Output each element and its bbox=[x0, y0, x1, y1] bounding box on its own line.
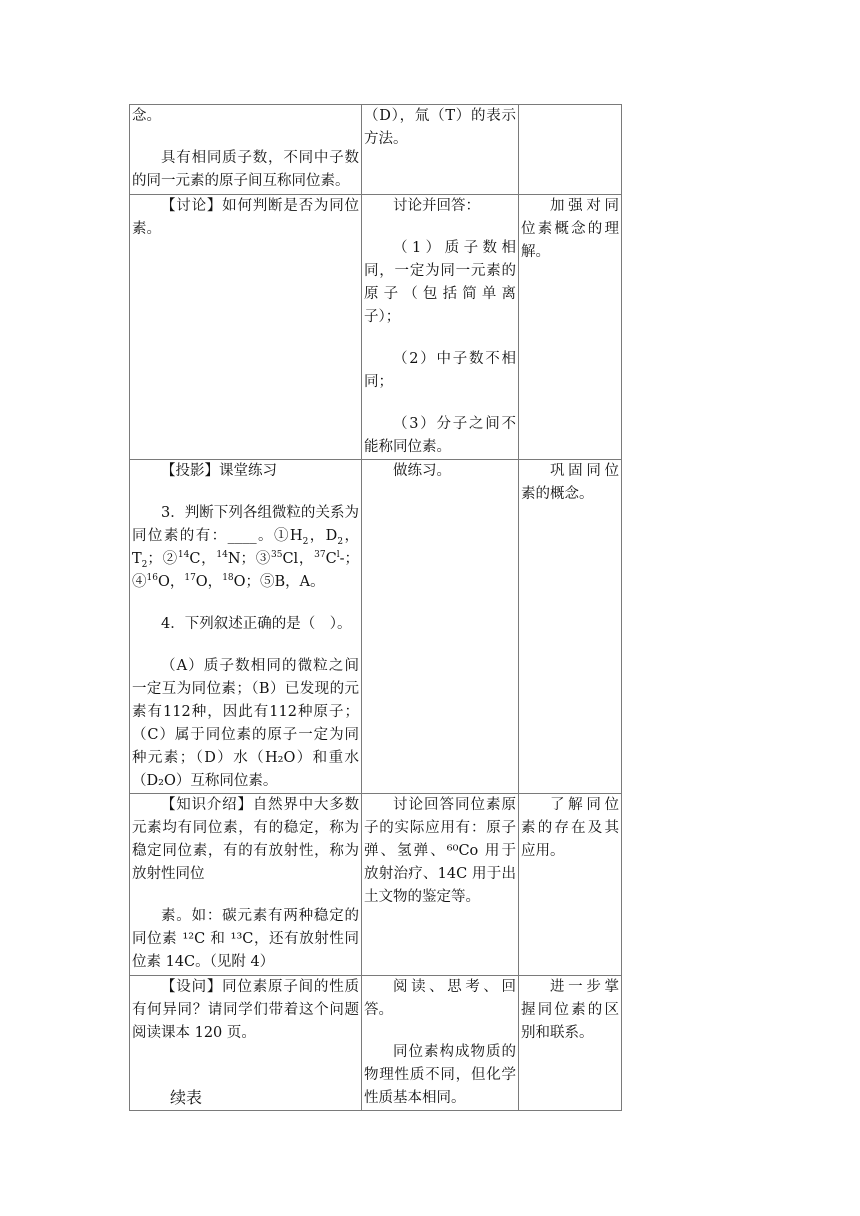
text-paragraph: 同位素构成物质的物理性质不同，但化学性质基本相同。 bbox=[364, 1044, 516, 1106]
text-paragraph: 【投影】课堂练习 bbox=[161, 463, 277, 479]
text-paragraph: 做练习。 bbox=[393, 463, 451, 479]
exercise-4-options: （A）质子数相同的微粒之间一定互为同位素；（B）已发现的元素有112种，因此有112种原子；（C）属于同位素的原子一定为同种元素；（D）水（H₂O）和重水（D₂O）互称同位素。 bbox=[132, 658, 359, 789]
text-line: 念。 bbox=[132, 108, 161, 124]
text-paragraph: 加强对同位素概念的理解。 bbox=[521, 198, 619, 260]
text-paragraph: 具有相同质子数，不同中子数的同一元素的原子间互称同位素。 bbox=[132, 150, 359, 189]
text-paragraph: （1）质子数相同，一定为同一元素的原子（包括简单离子）； bbox=[364, 240, 516, 325]
text-paragraph: 【设问】同位素原子间的性质有何异同？请同学们带着这个问题阅读课本 120 页。 bbox=[132, 979, 359, 1041]
text-paragraph: 【知识介绍】自然界中大多数元素均有同位素，有的稳定，称为稳定同位素，有的有放射性，称为放射性同位 bbox=[132, 797, 359, 882]
teacher-cell bbox=[130, 794, 362, 976]
student-cell bbox=[362, 105, 519, 195]
teacher-cell bbox=[130, 976, 362, 1111]
student-cell bbox=[362, 195, 519, 460]
intent-cell bbox=[519, 195, 622, 460]
text-paragraph: 巩固同位素的概念。 bbox=[521, 463, 619, 502]
student-cell bbox=[362, 976, 519, 1111]
lesson-table bbox=[129, 104, 622, 1111]
text-paragraph: （D），氚（T）的表示方法。 bbox=[364, 108, 516, 147]
continued-table-label: 续表 bbox=[170, 1088, 203, 1107]
table-row bbox=[130, 460, 622, 794]
text-paragraph: 素。如：碳元素有两种稳定的同位素 ¹²C 和 ¹³C，还有放射性同位素 14C。（见附 4） bbox=[132, 908, 359, 970]
table-row bbox=[130, 105, 622, 195]
text-paragraph: （2）中子数不相同； bbox=[364, 351, 516, 390]
intent-cell bbox=[519, 105, 622, 195]
text-paragraph: 进一步掌握同位素的区别和联系。 bbox=[521, 979, 619, 1041]
teacher-cell bbox=[130, 460, 362, 794]
student-cell bbox=[362, 460, 519, 794]
teacher-cell bbox=[130, 105, 362, 195]
text-paragraph: 讨论并回答： bbox=[393, 198, 480, 214]
intent-cell bbox=[519, 794, 622, 976]
text-paragraph: （3）分子之间不能称同位素。 bbox=[364, 416, 516, 455]
student-cell bbox=[362, 794, 519, 976]
intent-cell bbox=[519, 460, 622, 794]
exercise-3: 3．判断下列各组微粒的关系为同位素的有：____。$①H_2$，$D_2$，$T_2$；②$^{14}$C，$^{14}$N；③$^{35}$Cl，$^{37}C^l-$；④$^{16}$O，$^{17}$O，$^{18}$O；⑤B，A。 bbox=[132, 505, 360, 590]
table-row bbox=[130, 976, 622, 1111]
text-paragraph: 了解同位素的存在及其应用。 bbox=[521, 797, 619, 859]
exercise-4: 4．下列叙述正确的是（ ）。 bbox=[161, 616, 352, 632]
text-paragraph: 讨论回答同位素原子的实际应用有：原子弹、氢弹、⁶⁰Co 用于放射治疗、14C 用于出土文物的鉴定等。 bbox=[364, 797, 516, 905]
table-row bbox=[130, 794, 622, 976]
table-row bbox=[130, 195, 622, 460]
intent-cell bbox=[519, 976, 622, 1111]
teacher-cell bbox=[130, 195, 362, 460]
text-paragraph: 【讨论】如何判断是否为同位素。 bbox=[132, 198, 359, 237]
text-paragraph: 阅读、思考、回答。 bbox=[364, 979, 516, 1018]
